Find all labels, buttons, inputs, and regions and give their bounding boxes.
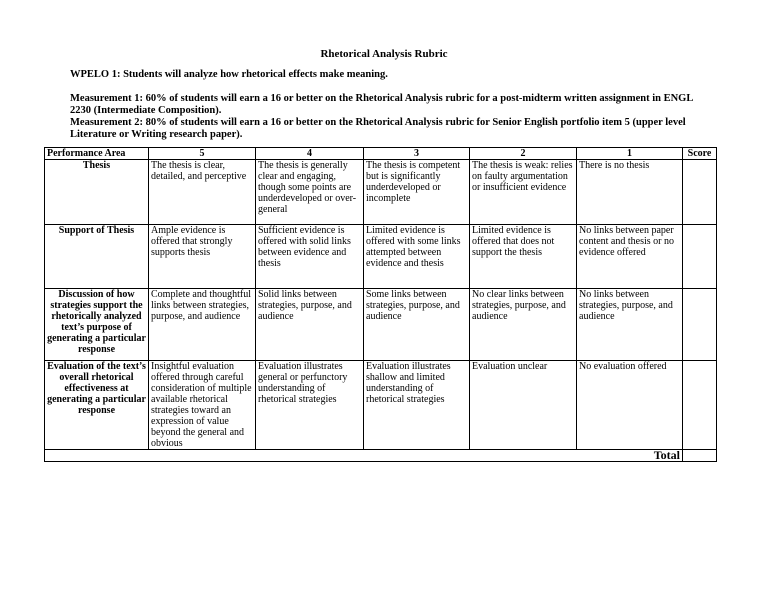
cell-5: Ample evidence is offered that strongly supports thesis: [149, 225, 256, 289]
cell-3: Evaluation illustrates shallow and limited understanding of rhetorical strategies: [364, 361, 470, 450]
cell-5: Insightful evaluation offered through careful consideration of multiple available rhetorical strategies toward an expression of value beyond the general and obvious: [149, 361, 256, 450]
cell-4: Solid links between strategies, purpose, and audience: [256, 289, 364, 361]
table-row: [45, 160, 717, 225]
cell-3: Limited evidence is offered with some links attempted between evidence and thesis: [364, 225, 470, 289]
table-row: [45, 289, 717, 361]
rubric-table: [44, 147, 717, 462]
header-score-5: 5: [149, 148, 256, 160]
cell-3: The thesis is competent but is significantly underdeveloped or incomplete: [364, 160, 470, 225]
cell-2: Limited evidence is offered that does not support the thesis: [470, 225, 577, 289]
cell-3: Some links between strategies, purpose, and audience: [364, 289, 470, 361]
measurement-2: Measurement 2: 80% of students will earn a 16 or better on the Rhetorical Analysis rubric for Senior English portfolio item 5 (upper level Literature or Writing research paper).: [70, 117, 686, 140]
header-score: Score: [683, 148, 717, 160]
header-score-1: 1: [577, 148, 683, 160]
total-score-cell[interactable]: [683, 450, 717, 462]
cell-2: The thesis is weak: relies on faulty argumentation or insufficient evidence: [470, 160, 577, 225]
criterion-discussion: Discussion of how strategies support the rhetorically analyzed text’s purpose of generating a particular response: [45, 289, 149, 361]
document-title: Rhetorical Analysis Rubric: [320, 48, 448, 60]
header-row: [45, 148, 717, 160]
measurement-1: Measurement 1: 60% of students will earn a 16 or better on the Rhetorical Analysis rubric for a post-midterm written assignment in ENGL 2230 (Intermediate Composition).: [70, 93, 693, 116]
cell-1: No links between paper content and thesis or no evidence offered: [577, 225, 683, 289]
table-row: [45, 361, 717, 450]
header-score-3: 3: [364, 148, 470, 160]
cell-1: There is no thesis: [577, 160, 683, 225]
header-score-2: 2: [470, 148, 577, 160]
table-row: [45, 225, 717, 289]
criterion-evaluation: Evaluation of the text’s overall rhetorical effectiveness at generating a particular response: [45, 361, 149, 450]
cell-4: Sufficient evidence is offered with solid links between evidence and thesis: [256, 225, 364, 289]
header-performance-area: Performance Area: [45, 148, 149, 160]
cell-2: No clear links between strategies, purpose, and audience: [470, 289, 577, 361]
cell-4: The thesis is generally clear and engaging, though some points are underdeveloped or over-general: [256, 160, 364, 225]
cell-1: No links between strategies, purpose, and audience: [577, 289, 683, 361]
score-cell[interactable]: [683, 160, 717, 225]
score-cell[interactable]: [683, 225, 717, 289]
criterion-support: Support of Thesis: [45, 225, 149, 289]
measurements: [70, 93, 710, 141]
header-score-4: 4: [256, 148, 364, 160]
cell-1: No evaluation offered: [577, 361, 683, 450]
score-cell[interactable]: [683, 289, 717, 361]
total-label: Total: [45, 450, 683, 462]
cell-5: Complete and thoughtful links between strategies, purpose, and audience: [149, 289, 256, 361]
score-cell[interactable]: [683, 361, 717, 450]
total-row: [45, 450, 717, 462]
cell-5: The thesis is clear, detailed, and perceptive: [149, 160, 256, 225]
cell-2: Evaluation unclear: [470, 361, 577, 450]
wpelo-statement: WPELO 1: Students will analyze how rhetorical effects make meaning.: [70, 69, 388, 80]
cell-4: Evaluation illustrates general or perfunctory understanding of rhetorical strategies: [256, 361, 364, 450]
criterion-thesis: Thesis: [45, 160, 149, 225]
